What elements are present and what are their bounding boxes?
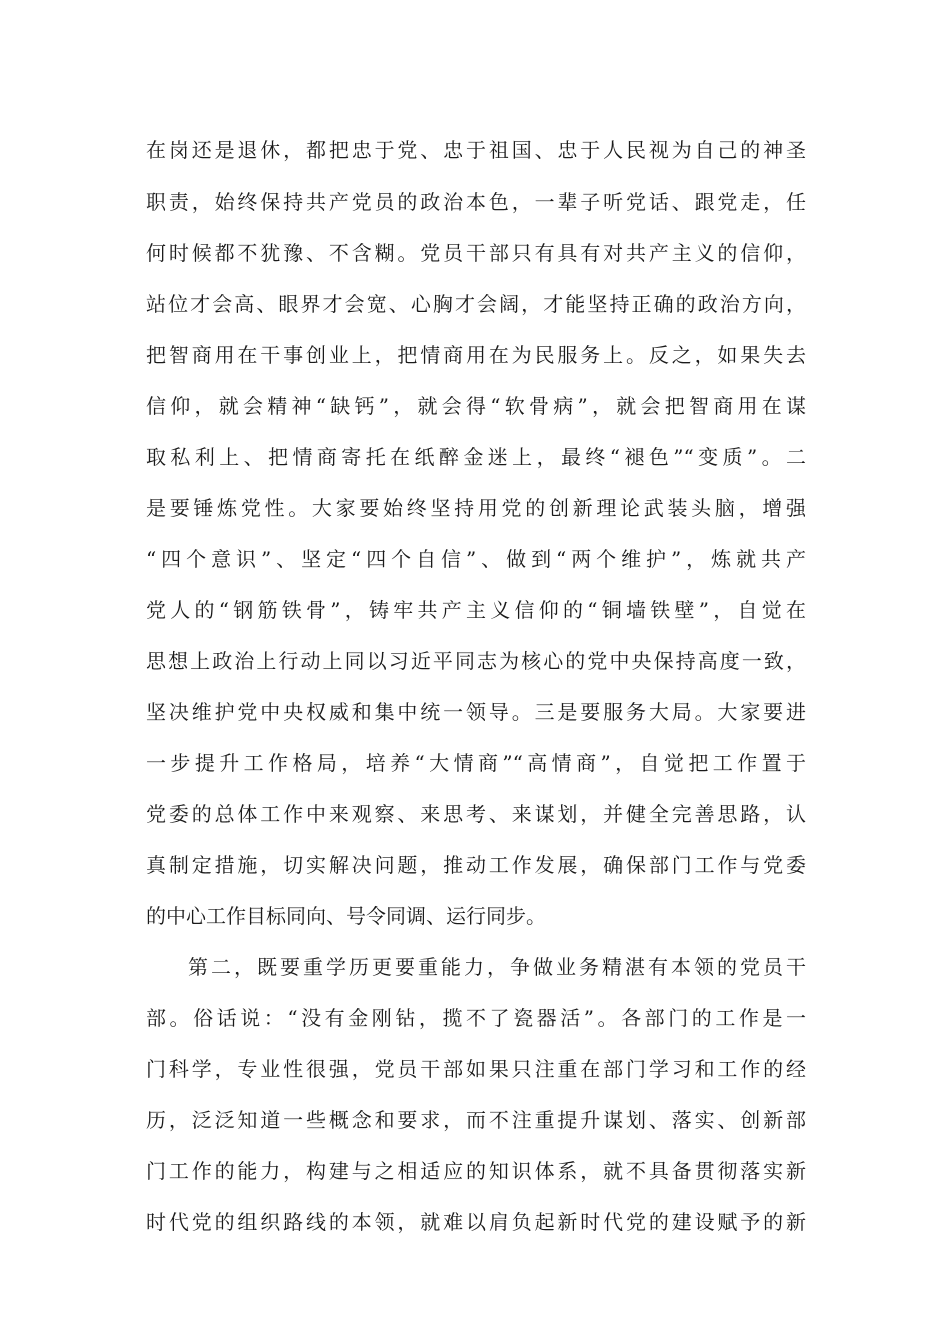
paragraph-first-line: 第二，既要重学历更要重能力，争做业务精湛有本领的党员干 xyxy=(188,955,806,979)
body-text-line: 党人的“钢筋铁骨”，铸牢共产主义信仰的“铜墙铁壁”，自觉在 xyxy=(146,598,806,622)
body-text-line: 思想上政治上行动上同以习近平同志为核心的党中央保持高度一致， xyxy=(146,649,806,673)
body-text-line: 坚决维护党中央权威和集中统一领导。三是要服务大局。大家要进 xyxy=(146,700,806,724)
body-text-line: 门工作的能力，构建与之相适应的知识体系，就不具备贯彻落实新 xyxy=(146,1159,806,1183)
body-text-line: 职责，始终保持共产党员的政治本色，一辈子听党话、跟党走，任 xyxy=(146,190,806,214)
body-text-line: 信仰，就会精神“缺钙”，就会得“软骨病”，就会把智商用在谋 xyxy=(146,394,806,418)
body-text-line: 一步提升工作格局，培养“大情商”“高情商”，自觉把工作置于 xyxy=(146,751,806,775)
body-text-line: 的中心工作目标同向、号令同调、运行同步。 xyxy=(146,904,546,928)
body-text-line: 时代党的组织路线的本领，就难以肩负起新时代党的建设赋予的新 xyxy=(146,1210,806,1234)
body-text-line: 在岗还是退休，都把忠于党、忠于祖国、忠于人民视为自己的神圣 xyxy=(146,138,806,162)
body-text-line: 何时候都不犹豫、不含糊。党员干部只有具有对共产主义的信仰， xyxy=(146,241,806,265)
body-text-line: 门科学，专业性很强，党员干部如果只注重在部门学习和工作的经 xyxy=(146,1057,806,1081)
body-text-line: 是要锤炼党性。大家要始终坚持用党的创新理论武装头脑，增强 xyxy=(146,496,806,520)
body-text-line: 部。俗话说：“没有金刚钻，揽不了瓷器活”。各部门的工作是一 xyxy=(146,1006,806,1030)
body-text-line: 真制定措施，切实解决问题，推动工作发展，确保部门工作与党委 xyxy=(146,853,806,877)
body-text-line: 把智商用在干事创业上，把情商用在为民服务上。反之，如果失去 xyxy=(146,343,806,367)
body-text-line: 站位才会高、眼界才会宽、心胸才会阔，才能坚持正确的政治方向， xyxy=(146,292,806,316)
body-text-line: 党委的总体工作中来观察、来思考、来谋划，并健全完善思路，认 xyxy=(146,802,806,826)
body-text-line: 取私利上、把情商寄托在纸醉金迷上，最终“褪色”“变质”。二 xyxy=(146,445,806,469)
body-text-line: 历，泛泛知道一些概念和要求，而不注重提升谋划、落实、创新部 xyxy=(146,1108,806,1132)
body-text-line: “四个意识”、坚定“四个自信”、做到“两个维护”，炼就共产 xyxy=(146,547,806,571)
